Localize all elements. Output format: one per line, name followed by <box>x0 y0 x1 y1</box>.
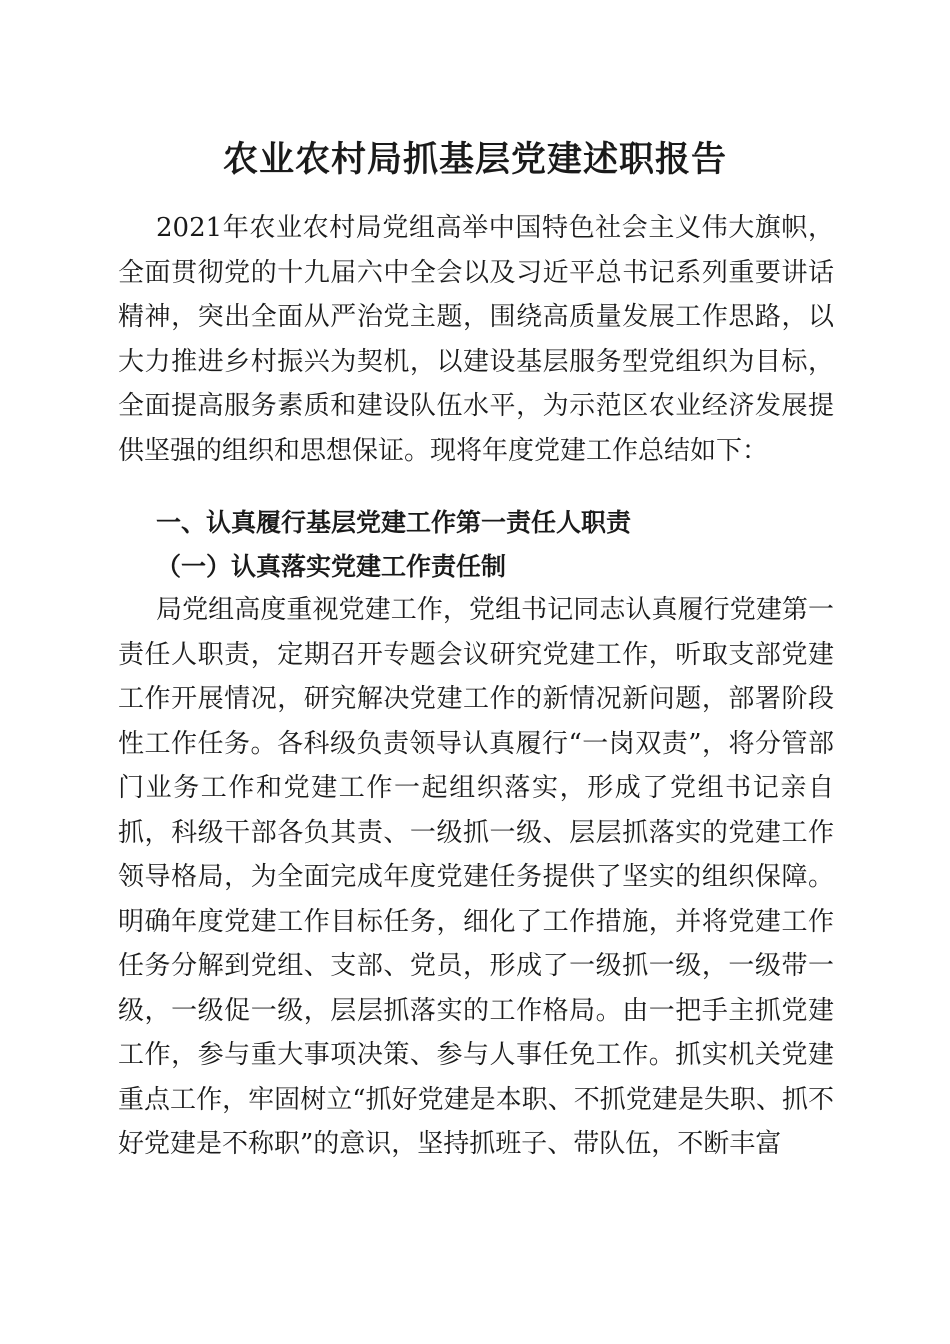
subsection-heading-1: （一）认真落实党建工作责任制 <box>156 552 507 581</box>
section-heading-1: 一、认真履行基层党建工作第一责任人职责 <box>156 508 632 537</box>
intro-paragraph: 2021年农业农村局党组高举中国特色社会主义伟大旗帜，全面贯彻党的十九届六中全会以及习近平总书记系列重要讲话精神，突出全面从严治党主题，围绕高质量发展工作思路，以大力推进乡村振兴为契机，以建设基层服务型党组织为目标，全面提高服务素质和建设队伍水平，为示范区农业经济发展提供坚强的组织和思想保证。现将年度党建工作总结如下： <box>118 213 834 466</box>
body-paragraph-1: 局党组高度重视党建工作，党组书记同志认真履行党建第一责任人职责，定期召开专题会议研究党建工作，听取支部党建工作开展情况，研究解决党建工作的新情况新问题，部署阶段性工作任务。各科级负责领导认真履行“一岗双责”，将分管部门业务工作和党建工作一起组织落实，形成了党组书记亲自抓，科级干部各负其责、一级抓一级、层层抓落实的党建工作领导格局，为全面完成年度党建任务提供了坚实的组织保障。明确年度党建工作目标任务，细化了工作措施，并将党建工作任务分解到党组、支部、党员，形成了一级抓一级，一级带一级，一级促一级，层层抓落实的工作格局。由一把手主抓党建工作，参与重大事项决策、参与人事任免工作。抓实机关党建重点工作，牢固树立“抓好党建是本职、不抓党建是失职、抓不好党建是不称职”的意识，坚持抓班子、带队伍，不断丰富 <box>118 595 834 1159</box>
document-title: 农业农村局抓基层党建述职报告 <box>222 140 727 180</box>
